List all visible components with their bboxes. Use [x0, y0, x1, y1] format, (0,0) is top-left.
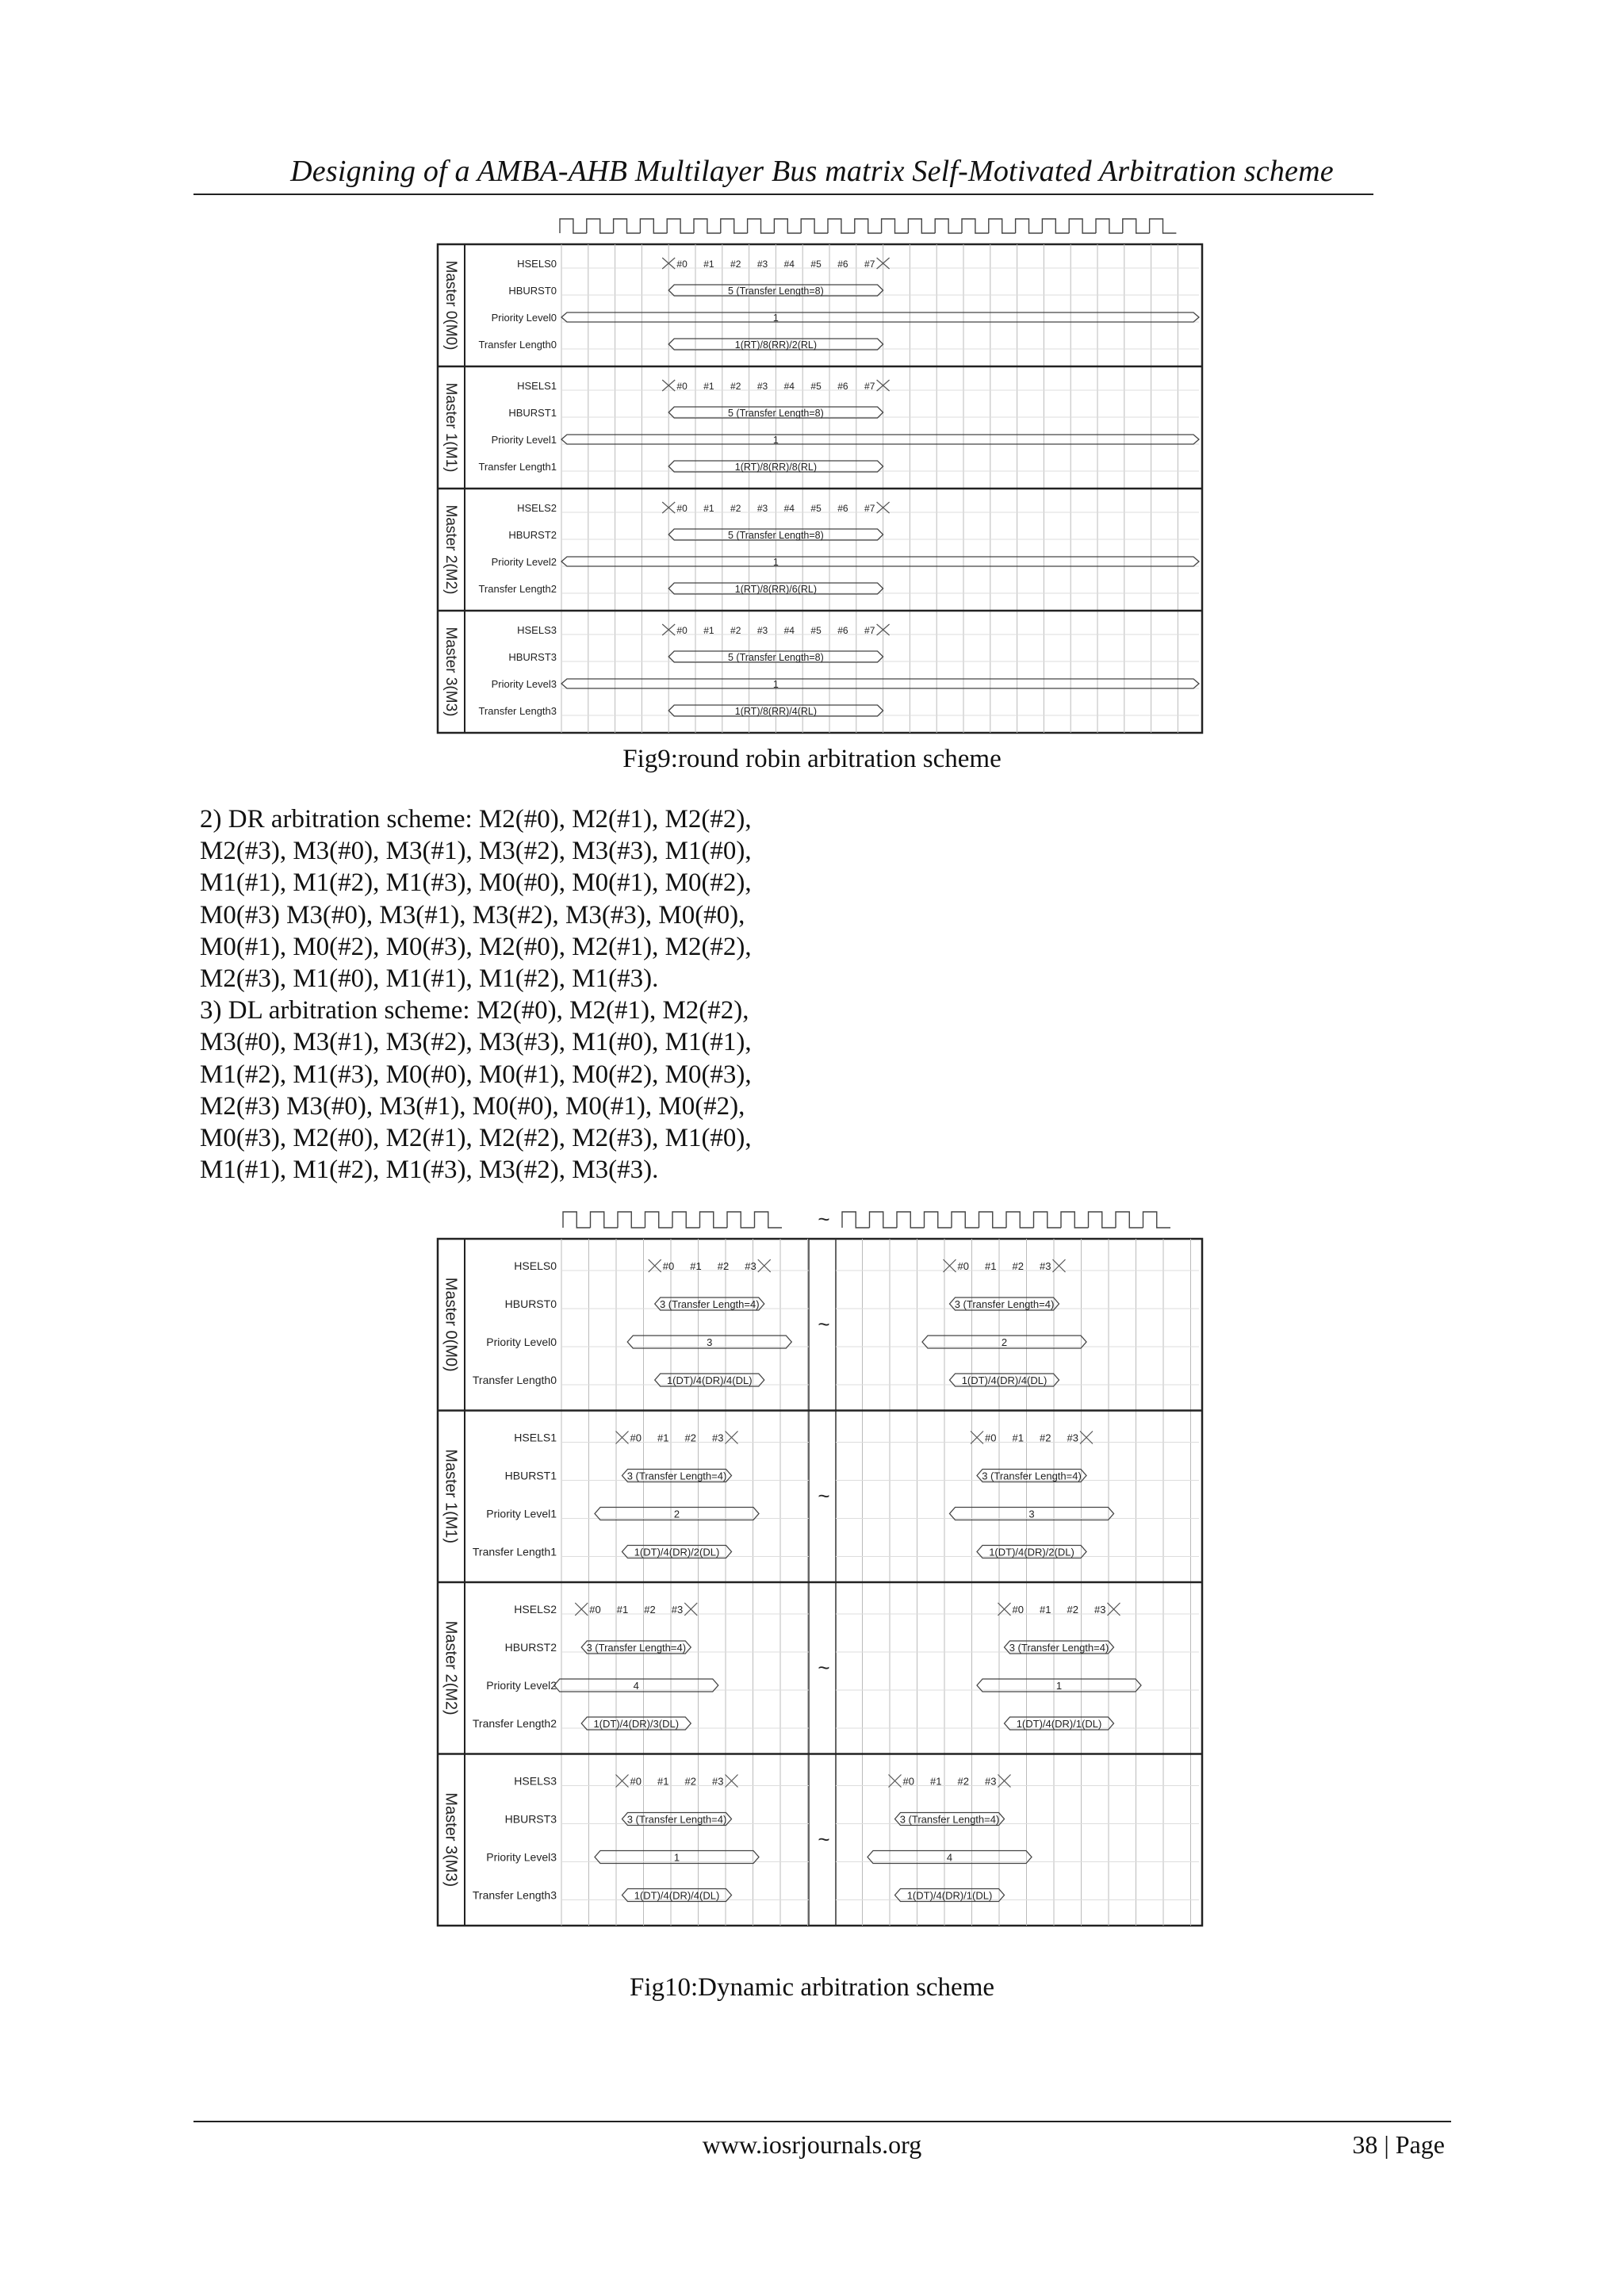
priority-value: 3	[707, 1336, 713, 1348]
beat-label: #0	[662, 1260, 675, 1272]
beat-label: #2	[1067, 1604, 1078, 1616]
beat-label: #3	[1040, 1260, 1051, 1272]
length-value: 1(DT)/4(DR)/2(DL)	[989, 1546, 1074, 1558]
clock-waveform	[560, 219, 1176, 233]
beat-label: #7	[864, 259, 875, 270]
beat-label: #3	[745, 1260, 756, 1272]
text-line: M2(#3) M3(#0), M3(#1), M0(#0), M0(#1), M0(#2),	[200, 1091, 745, 1121]
beat-label: #6	[837, 625, 848, 636]
text-line: M1(#2), M1(#3), M0(#0), M0(#1), M0(#2), M0(#3),	[200, 1060, 752, 1089]
signal-name: HBURST3	[504, 1812, 557, 1826]
priority-value: 4	[946, 1851, 953, 1864]
beat-label: #5	[810, 381, 822, 392]
master-label: Master 1(M1)	[442, 1449, 460, 1544]
footer-rule	[193, 2121, 1451, 2122]
master-label: Master 2(M2)	[442, 1620, 460, 1715]
signal-name: HSELS2	[514, 1603, 557, 1616]
signal-name: HSELS1	[517, 380, 557, 392]
beat-label: #5	[810, 503, 822, 514]
text-line: 2) DR arbitration scheme: M2(#0), M2(#1), M2(#2),	[200, 805, 752, 834]
beat-label: #2	[730, 259, 741, 270]
master-label: Master 3(M3)	[442, 627, 459, 717]
signal-name: Priority Level1	[486, 1507, 557, 1520]
beat-label: #4	[783, 381, 795, 392]
signal-name: Priority Level1	[491, 434, 557, 446]
beat-label: #5	[810, 625, 822, 636]
beat-label: #0	[589, 1604, 601, 1616]
beat-label: #7	[864, 625, 875, 636]
signal-name: Priority Level0	[491, 312, 557, 324]
running-header-title: Designing of a AMBA-AHB Multilayer Bus matrix Self-Motivated Arbitration scheme	[290, 155, 1334, 188]
beat-label: #1	[690, 1260, 702, 1272]
signal-name: Priority Level3	[491, 678, 557, 690]
burst-value: 5 (Transfer Length=8)	[728, 652, 824, 663]
beat-label: #2	[730, 381, 741, 392]
bus-segment	[561, 435, 1199, 444]
signal-name: Transfer Length2	[472, 1717, 557, 1730]
burst-value: 3 (Transfer Length=4)	[626, 1813, 727, 1826]
priority-value: 1	[772, 679, 779, 690]
master-label: Master 0(M0)	[442, 1277, 460, 1372]
priority-value: 2	[673, 1508, 680, 1520]
signal-name: Priority Level3	[486, 1850, 557, 1864]
beat-label: #1	[1040, 1604, 1051, 1616]
burst-value: 5 (Transfer Length=8)	[728, 530, 824, 541]
break-tilde: ~	[818, 1312, 830, 1336]
signal-name: HBURST0	[504, 1297, 557, 1310]
beat-label: #4	[783, 503, 795, 514]
break-tilde: ~	[818, 1207, 830, 1231]
beat-label: #1	[703, 503, 714, 514]
beat-label: #1	[703, 381, 714, 392]
length-value: 1(DT)/4(DR)/2(DL)	[634, 1546, 720, 1558]
clock-waveform	[842, 1212, 1170, 1228]
signal-name: Transfer Length3	[472, 1888, 557, 1902]
text-line: M1(#1), M1(#2), M1(#3), M0(#0), M0(#1), M0(#2),	[200, 868, 752, 898]
beat-label: #7	[864, 381, 875, 392]
text-line: M0(#3) M3(#0), M3(#1), M3(#2), M3(#3), M0(#0),	[200, 900, 745, 930]
text-line: 3) DL arbitration scheme: M2(#0), M2(#1), M2(#2),	[200, 996, 749, 1025]
beat-label: #7	[864, 503, 875, 514]
length-value: 1(DT)/4(DR)/4(DL)	[634, 1889, 720, 1902]
burst-value: 5 (Transfer Length=8)	[728, 408, 824, 419]
length-value: 1(RT)/8(RR)/4(RL)	[734, 706, 818, 717]
footer-page-number: 38 | Page	[1352, 2130, 1445, 2159]
beat-label: #0	[676, 625, 688, 636]
burst-value: 3 (Transfer Length=4)	[659, 1298, 760, 1310]
beat-label: #3	[712, 1775, 724, 1788]
beat-label: #3	[756, 381, 768, 392]
beat-label: #2	[717, 1260, 730, 1272]
beat-label: #2	[730, 503, 741, 514]
length-value: 1(DT)/4(DR)/4(DL)	[666, 1374, 753, 1386]
burst-value: 3 (Transfer Length=4)	[899, 1813, 1000, 1826]
beat-label: #1	[703, 625, 714, 636]
burst-value: 3 (Transfer Length=4)	[626, 1470, 727, 1482]
signal-name: HSELS2	[517, 502, 557, 514]
signal-name: Transfer Length2	[478, 583, 557, 595]
header-rule	[193, 194, 1373, 195]
beat-label: #1	[985, 1260, 997, 1272]
beat-label: #3	[1067, 1432, 1078, 1444]
beat-label: #2	[684, 1775, 696, 1788]
burst-value: 3 (Transfer Length=4)	[586, 1642, 687, 1654]
text-line: M2(#3), M3(#0), M3(#1), M3(#2), M3(#3), M1(#0),	[200, 837, 752, 866]
length-value: 1(RT)/8(RR)/2(RL)	[734, 339, 818, 351]
beat-label: #1	[703, 259, 714, 270]
text-line: M2(#3), M1(#0), M1(#1), M1(#2), M1(#3).	[200, 964, 659, 994]
signal-name: HBURST1	[504, 1469, 557, 1482]
signal-name: HSELS0	[517, 258, 557, 270]
bus-segment	[561, 312, 1199, 322]
length-value: 1(RT)/8(RR)/8(RL)	[734, 462, 818, 473]
priority-value: 3	[1028, 1508, 1035, 1520]
master-label: Master 1(M1)	[442, 382, 459, 473]
length-value: 1(RT)/8(RR)/6(RL)	[734, 584, 818, 595]
text-line: M0(#3), M2(#0), M2(#1), M2(#2), M2(#3), M1(#0),	[200, 1124, 752, 1153]
beat-label: #1	[616, 1604, 629, 1616]
beat-label: #5	[810, 259, 822, 270]
beat-label: #0	[1012, 1604, 1024, 1616]
length-value: 1(DT)/4(DR)/3(DL)	[593, 1718, 680, 1730]
signal-name: HBURST2	[504, 1641, 557, 1654]
signal-name: Priority Level2	[491, 556, 557, 568]
beat-label: #0	[676, 503, 688, 514]
master-label: Master 2(M2)	[442, 504, 459, 595]
priority-value: 1	[772, 435, 779, 446]
beat-label: #2	[644, 1604, 656, 1616]
beat-label: #2	[1040, 1432, 1051, 1444]
beat-label: #0	[630, 1432, 642, 1444]
fig9-timing-diagram	[436, 216, 1205, 739]
signal-name: HSELS0	[514, 1259, 557, 1272]
signal-name: HBURST3	[508, 651, 557, 663]
length-value: 1(DT)/4(DR)/1(DL)	[906, 1889, 993, 1902]
text-line: M0(#1), M0(#2), M0(#3), M2(#0), M2(#1), M2(#2),	[200, 932, 752, 961]
beat-label: #3	[985, 1775, 997, 1788]
length-value: 1(DT)/4(DR)/1(DL)	[1016, 1718, 1102, 1730]
signal-name: HSELS3	[514, 1774, 557, 1788]
signal-name: Priority Level0	[486, 1336, 557, 1348]
beat-label: #0	[957, 1260, 969, 1272]
beat-label: #2	[684, 1432, 696, 1444]
beat-label: #1	[657, 1432, 669, 1444]
master-label: Master 3(M3)	[442, 1792, 460, 1888]
burst-value: 3 (Transfer Length=4)	[1009, 1642, 1109, 1654]
beat-label: #6	[837, 503, 848, 514]
priority-value: 1	[673, 1851, 680, 1864]
signal-name: Transfer Length0	[472, 1374, 557, 1386]
bus-segment	[561, 557, 1199, 566]
beat-label: #6	[837, 259, 848, 270]
beat-label: #3	[756, 625, 768, 636]
signal-name: HSELS1	[514, 1431, 557, 1444]
priority-value: 1	[1055, 1680, 1063, 1692]
beat-label: #0	[676, 381, 688, 392]
beat-label: #1	[1012, 1432, 1024, 1444]
clock-waveform	[563, 1212, 782, 1228]
break-tilde: ~	[818, 1826, 830, 1851]
signal-name: Priority Level2	[486, 1679, 557, 1692]
burst-value: 3 (Transfer Length=4)	[954, 1298, 1055, 1310]
beat-label: #3	[756, 259, 768, 270]
master-label: Master 0(M0)	[442, 260, 459, 351]
beat-label: #2	[1012, 1260, 1024, 1272]
beat-label: #6	[837, 381, 848, 392]
beat-label: #0	[985, 1432, 997, 1444]
priority-value: 2	[1001, 1336, 1008, 1348]
signal-name: HBURST0	[508, 285, 557, 297]
fig9-caption: Fig9:round robin arbitration scheme	[622, 745, 1002, 773]
beat-label: #3	[1094, 1604, 1106, 1616]
break-tilde: ~	[818, 1483, 830, 1508]
signal-name: Transfer Length1	[478, 461, 557, 473]
signal-name: Transfer Length3	[478, 705, 557, 717]
beat-label: #2	[730, 625, 741, 636]
beat-label: #4	[783, 625, 795, 636]
signal-name: HSELS3	[517, 624, 557, 636]
fig10-timing-diagram	[436, 1207, 1205, 1937]
text-line: M1(#1), M1(#2), M1(#3), M3(#2), M3(#3).	[200, 1156, 659, 1185]
arbitration-sequence-text	[200, 803, 914, 1186]
beat-label: #2	[957, 1775, 969, 1788]
beat-label: #3	[756, 503, 768, 514]
length-value: 1(DT)/4(DR)/4(DL)	[961, 1374, 1048, 1386]
beat-label: #3	[712, 1432, 724, 1444]
text-line: M3(#0), M3(#1), M3(#2), M3(#3), M1(#0), M1(#1),	[200, 1028, 752, 1057]
beat-label: #0	[902, 1775, 914, 1788]
signal-name: HBURST2	[508, 529, 557, 541]
signal-name: Transfer Length0	[478, 339, 557, 351]
beat-label: #1	[657, 1775, 669, 1788]
footer-url: www.iosrjournals.org	[702, 2130, 922, 2159]
priority-value: 4	[633, 1680, 639, 1692]
beat-label: #0	[676, 259, 688, 270]
burst-value: 5 (Transfer Length=8)	[728, 286, 824, 297]
signal-name: HBURST1	[508, 407, 557, 419]
burst-value: 3 (Transfer Length=4)	[982, 1470, 1082, 1482]
beat-label: #4	[783, 259, 795, 270]
break-tilde: ~	[818, 1655, 830, 1680]
beat-label: #0	[630, 1775, 642, 1788]
beat-label: #3	[671, 1604, 684, 1616]
bus-segment	[561, 679, 1199, 688]
fig10-caption: Fig10:Dynamic arbitration scheme	[629, 1973, 995, 2002]
beat-label: #1	[930, 1775, 942, 1788]
priority-value: 1	[772, 557, 779, 568]
priority-value: 1	[772, 312, 779, 324]
signal-name: Transfer Length1	[472, 1545, 557, 1558]
